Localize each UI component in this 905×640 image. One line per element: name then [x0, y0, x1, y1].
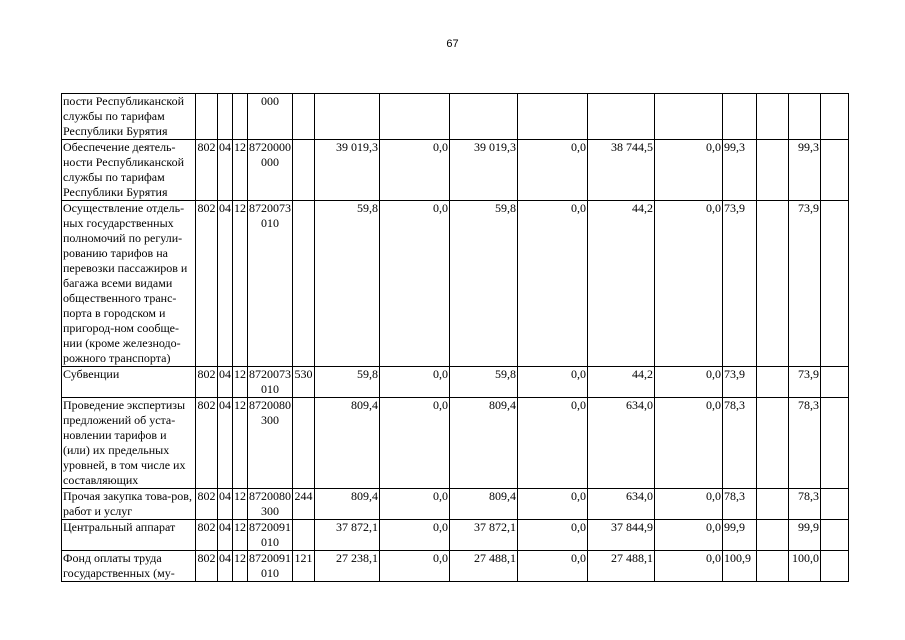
value-approved-change: 0,0 [380, 398, 450, 489]
value-approved: 37 872,1 [315, 520, 380, 551]
value-approved-change: 0,0 [380, 367, 450, 398]
percent-executed: 73,9 [723, 201, 757, 367]
value-executed: 44,2 [588, 367, 655, 398]
percent-planned: 99,3 [789, 140, 821, 201]
value-planned-change [518, 94, 588, 140]
percent-planned: 99,9 [789, 520, 821, 551]
value-executed-change: 0,0 [655, 551, 723, 582]
value-approved: 809,4 [315, 398, 380, 489]
csr-line-1: 8720091 [249, 551, 291, 565]
subsection-code: 12 [233, 551, 248, 582]
subsection-code: 12 [233, 520, 248, 551]
ministry-code: 802 [196, 489, 218, 520]
value-planned: 39 019,3 [450, 140, 518, 201]
csr-line-2: 300 [261, 413, 279, 427]
value-planned [450, 94, 518, 140]
value-planned: 809,4 [450, 398, 518, 489]
subsection-code: 12 [233, 201, 248, 367]
table-row-5 [62, 489, 849, 520]
percent-empty [757, 367, 789, 398]
ministry-code: 802 [196, 201, 218, 367]
csr-line-1: 8720073 [249, 201, 291, 215]
value-approved: 27 238,1 [315, 551, 380, 582]
value-planned-change: 0,0 [518, 367, 588, 398]
section-code: 04 [218, 140, 233, 201]
section-code [218, 94, 233, 140]
value-executed: 44,2 [588, 201, 655, 367]
percent-empty [757, 94, 789, 140]
percent-planned: 78,3 [789, 398, 821, 489]
ministry-code [196, 94, 218, 140]
value-planned: 59,8 [450, 201, 518, 367]
table-row-6 [62, 520, 849, 551]
value-executed: 38 744,5 [588, 140, 655, 201]
percent-executed: 99,3 [723, 140, 757, 201]
csr-line-2: 000 [261, 94, 279, 108]
percent-extra [821, 489, 849, 520]
expense-type-code: 121 [293, 551, 315, 582]
budget-table [61, 93, 849, 582]
subsection-code: 12 [233, 489, 248, 520]
section-code: 04 [218, 201, 233, 367]
value-executed-change: 0,0 [655, 520, 723, 551]
value-planned-change: 0,0 [518, 520, 588, 551]
subsection-code [233, 94, 248, 140]
value-executed-change: 0,0 [655, 398, 723, 489]
value-planned: 37 872,1 [450, 520, 518, 551]
expense-type-code [293, 140, 315, 201]
table-row-2 [62, 201, 849, 367]
value-approved-change [380, 94, 450, 140]
percent-extra [821, 520, 849, 551]
value-approved-change: 0,0 [380, 489, 450, 520]
target-article-code [248, 94, 293, 140]
page-number: 67 [446, 38, 459, 50]
row-name: Центральный аппарат [62, 520, 196, 551]
csr-line-2: 010 [261, 535, 279, 549]
section-code: 04 [218, 520, 233, 551]
value-executed: 634,0 [588, 489, 655, 520]
value-approved: 59,8 [315, 367, 380, 398]
percent-extra [821, 367, 849, 398]
value-planned-change: 0,0 [518, 489, 588, 520]
value-approved-change: 0,0 [380, 551, 450, 582]
value-executed-change: 0,0 [655, 367, 723, 398]
csr-line-1: 8720080 [249, 489, 291, 503]
table-body [62, 94, 849, 582]
value-executed-change: 0,0 [655, 489, 723, 520]
target-article-code [248, 520, 293, 551]
value-approved: 59,8 [315, 201, 380, 367]
row-name: Субвенции [62, 367, 196, 398]
value-planned-change: 0,0 [518, 201, 588, 367]
target-article-code [248, 201, 293, 367]
expense-type-code [293, 520, 315, 551]
percent-empty [757, 551, 789, 582]
percent-planned: 73,9 [789, 367, 821, 398]
row-name: Проведение экспертизы предложений об уста-новлении тарифов и (или) их предельных уровней, в том числе их составляющих [62, 398, 196, 489]
value-approved-change: 0,0 [380, 140, 450, 201]
percent-executed: 100,9 [723, 551, 757, 582]
csr-line-2: 000 [261, 155, 279, 169]
csr-line-2: 300 [261, 504, 279, 518]
value-executed: 634,0 [588, 398, 655, 489]
percent-empty [757, 140, 789, 201]
percent-extra [821, 94, 849, 140]
row-name: Фонд оплаты труда государственных (му- [62, 551, 196, 582]
subsection-code: 12 [233, 140, 248, 201]
value-approved [315, 94, 380, 140]
percent-extra [821, 140, 849, 201]
value-planned-change: 0,0 [518, 551, 588, 582]
csr-line-2: 010 [261, 382, 279, 396]
target-article-code [248, 489, 293, 520]
section-code: 04 [218, 551, 233, 582]
expense-type-code [293, 94, 315, 140]
table-row-1 [62, 140, 849, 201]
percent-planned: 100,0 [789, 551, 821, 582]
percent-empty [757, 398, 789, 489]
subsection-code: 12 [233, 398, 248, 489]
csr-line-1: 8720091 [249, 520, 291, 534]
csr-line-1: 8720073 [249, 367, 291, 381]
value-executed-change [655, 94, 723, 140]
target-article-code [248, 551, 293, 582]
target-article-code [248, 140, 293, 201]
percent-planned [789, 94, 821, 140]
percent-executed: 99,9 [723, 520, 757, 551]
percent-empty [757, 201, 789, 367]
percent-extra [821, 201, 849, 367]
percent-executed: 73,9 [723, 367, 757, 398]
percent-extra [821, 551, 849, 582]
ministry-code: 802 [196, 520, 218, 551]
value-executed-change: 0,0 [655, 201, 723, 367]
value-executed [588, 94, 655, 140]
percent-executed: 78,3 [723, 489, 757, 520]
section-code: 04 [218, 367, 233, 398]
value-approved: 39 019,3 [315, 140, 380, 201]
ministry-code: 802 [196, 140, 218, 201]
expense-type-code: 530 [293, 367, 315, 398]
value-executed: 27 488,1 [588, 551, 655, 582]
expense-type-code [293, 398, 315, 489]
value-approved-change: 0,0 [380, 520, 450, 551]
percent-empty [757, 489, 789, 520]
ministry-code: 802 [196, 398, 218, 489]
value-planned: 809,4 [450, 489, 518, 520]
section-code: 04 [218, 398, 233, 489]
percent-planned: 73,9 [789, 201, 821, 367]
target-article-code [248, 367, 293, 398]
subsection-code: 12 [233, 367, 248, 398]
section-code: 04 [218, 489, 233, 520]
row-name: Прочая закупка това-ров, работ и услуг [62, 489, 196, 520]
percent-extra [821, 398, 849, 489]
expense-type-code: 244 [293, 489, 315, 520]
percent-planned: 78,3 [789, 489, 821, 520]
csr-line-2: 010 [261, 216, 279, 230]
csr-line-1: 8720000 [249, 140, 291, 154]
csr-line-1: 8720080 [249, 398, 291, 412]
table-row-3 [62, 367, 849, 398]
value-executed: 37 844,9 [588, 520, 655, 551]
ministry-code: 802 [196, 367, 218, 398]
ministry-code: 802 [196, 551, 218, 582]
target-article-code [248, 398, 293, 489]
value-approved: 809,4 [315, 489, 380, 520]
csr-line-2: 010 [261, 566, 279, 580]
value-planned: 27 488,1 [450, 551, 518, 582]
expense-type-code [293, 201, 315, 367]
value-planned-change: 0,0 [518, 140, 588, 201]
value-planned: 59,8 [450, 367, 518, 398]
table-row-4 [62, 398, 849, 489]
row-name: пости Республиканской службы по тарифам Республики Бурятия [62, 94, 196, 140]
value-executed-change: 0,0 [655, 140, 723, 201]
row-name: Обеспечение деятель-ности Республиканской службы по тарифам Республики Бурятия [62, 140, 196, 201]
percent-executed: 78,3 [723, 398, 757, 489]
value-approved-change: 0,0 [380, 201, 450, 367]
table-row-0 [62, 94, 849, 140]
percent-executed [723, 94, 757, 140]
row-name: Осуществление отдель-ных государственных полномочий по регули-рованию тарифов на перевозки пассажиров и багажа всеми видами общественного транс-порта в городском и пригород-ном сообще-нии (кроме железнодо-рожного транспорта) [62, 201, 196, 367]
percent-empty [757, 520, 789, 551]
table-row-7 [62, 551, 849, 582]
value-planned-change: 0,0 [518, 398, 588, 489]
